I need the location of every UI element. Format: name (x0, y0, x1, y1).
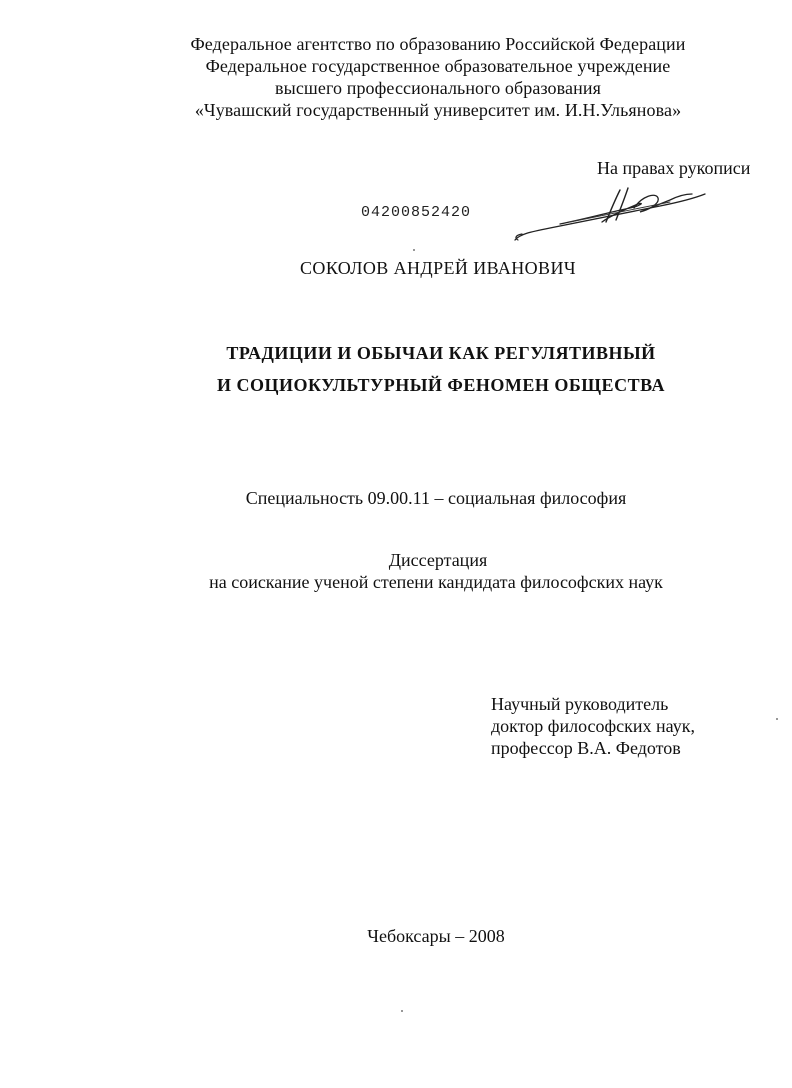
registration-code: 04200852420 (361, 204, 472, 221)
header-line-1: Федеральное агентство по образованию Российской Федерации (190, 34, 686, 54)
author-name: СОКОЛОВ АНДРЕЙ ИВАНОВИЧ (300, 258, 576, 278)
header-line-4: «Чувашский государственный университет им. И.Н.Ульянова» (194, 100, 682, 120)
scan-speck (401, 1010, 403, 1012)
title-line-2: И СОЦИОКУЛЬТУРНЫЙ ФЕНОМЕН ОБЩЕСТВА (217, 375, 665, 395)
dissertation-label: Диссертация (388, 550, 488, 570)
title-line-1: ТРАДИЦИИ И ОБЫЧАИ КАК РЕГУЛЯТИВНЫЙ (226, 343, 656, 363)
specialty: Специальность 09.00.11 – социальная философия (245, 488, 627, 508)
header-line-3: высшего профессионального образования (275, 78, 601, 98)
rights-note: На правах рукописи (597, 158, 751, 178)
scan-speck (776, 718, 778, 720)
supervisor-role: Научный руководитель (491, 694, 669, 714)
supervisor-degree: доктор философских наук, (491, 716, 695, 736)
city-year: Чебоксары – 2008 (367, 926, 505, 946)
scan-speck (413, 249, 415, 251)
handwritten-signature (510, 178, 710, 248)
supervisor-name: профессор В.А. Федотов (491, 738, 681, 758)
header-line-2: Федеральное государственное образовательное учреждение (205, 56, 671, 76)
degree-statement: на соискание ученой степени кандидата философских наук (209, 572, 663, 592)
